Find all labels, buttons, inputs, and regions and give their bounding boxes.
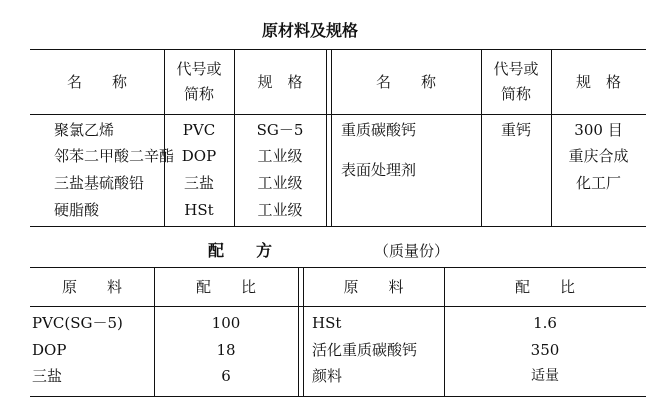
header-material: 原 料 [61,278,122,296]
table1-bottom-rule [30,226,646,227]
material-spec: 工业级 [257,201,303,219]
supplier-line1: 重庆合成 [568,147,629,165]
table1-center-double-line [326,49,327,226]
material-spec: 工业级 [257,174,303,192]
material-name: 聚氯乙烯 [54,121,115,139]
material-spec: 工业级 [257,147,303,165]
material-name: 硬脂酸 [54,201,100,219]
header-ratio: 配 比 [195,278,256,296]
header-name-right: 名 称 [375,73,436,91]
header-spec-right: 规 格 [575,73,621,91]
table1-title: 原材料及规格 [262,21,359,40]
formula-ratio-right: 350 [530,341,560,359]
supplier-line2: 化工厂 [575,174,621,192]
formula-ratio: 100 [211,314,241,332]
table2-top-rule [30,267,646,268]
header-code-right-line2: 简称 [500,85,531,103]
table1-top-rule [30,49,646,50]
material-spec: SG－5 [256,121,304,139]
header-name: 名 称 [66,73,127,91]
material-code: PVC [182,121,216,139]
formula-material-right: HSt [312,314,342,332]
formula-ratio: 6 [221,367,231,385]
material-code: HSt [184,201,214,219]
formula-ratio-right: 1.6 [533,314,557,332]
table2-bottom-rule [30,396,646,397]
header-ratio-right: 配 比 [514,278,575,296]
header-code-line2: 简称 [183,85,214,103]
material-name: 三盐基硫酸铅 [54,174,145,192]
table2-header-rule [30,306,646,307]
material-code: 三盐 [183,174,214,192]
table2-center-double-line [298,267,299,396]
header-code-line1: 代号或 [176,60,222,78]
header-material-right: 原 料 [343,278,404,296]
header-code-right-line1: 代号或 [493,60,539,78]
material-spec-right: 300 目 [574,121,623,139]
table2-title: 配 方 [208,241,273,260]
formula-material-right: 活化重质碳酸钙 [312,341,418,359]
table1-header-rule [30,114,646,115]
formula-material-right: 颜料 [312,367,343,385]
formula-material: PVC(SG－5) [32,314,123,332]
header-spec: 规 格 [257,73,303,91]
formula-material: 三盐 [32,367,63,385]
formula-material: DOP [32,341,67,359]
material-name: 邻苯二甲酸二辛酯 [54,147,175,165]
table2-unit: （质量份） [374,242,450,260]
material-name-right: 表面处理剂 [341,161,417,179]
material-code: DOP [181,147,217,165]
material-code-right: 重钙 [500,121,531,139]
material-name-right: 重质碳酸钙 [341,121,417,139]
formula-ratio: 18 [216,341,236,359]
formula-ratio-right: 适量 [531,368,559,384]
